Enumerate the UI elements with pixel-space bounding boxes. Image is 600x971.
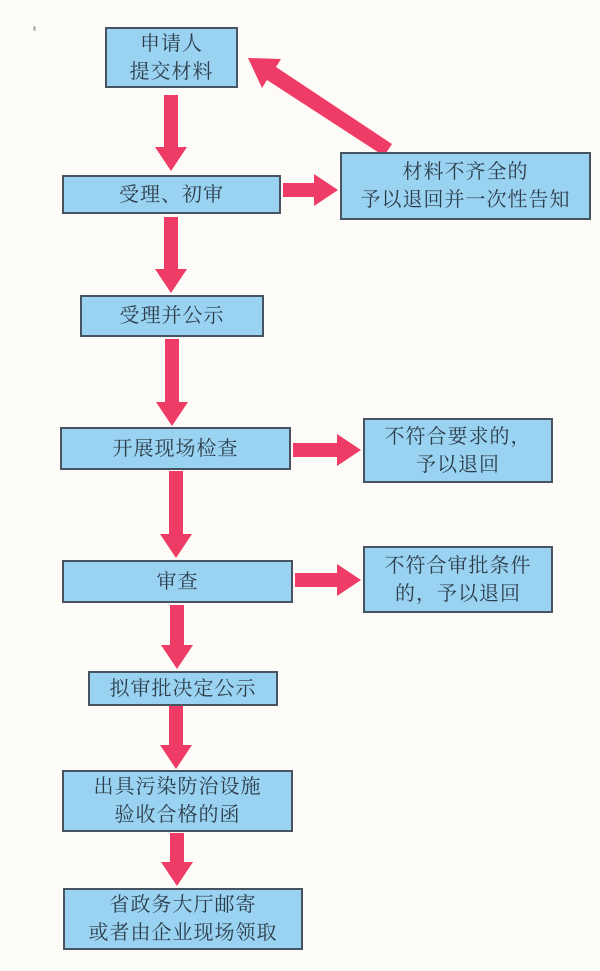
step-label: 出具污染防治设施 — [93, 776, 262, 798]
exception-label: 不符合要求的， — [384, 425, 532, 448]
arrow-publicize-to-inspect-icon — [156, 339, 188, 426]
step-label: 或者由企业现场领取 — [88, 922, 278, 944]
step-label: 受理、初审 — [119, 183, 224, 206]
step-draft-decision-publicity — [88, 671, 278, 706]
exception-not-meeting-approval-conditions — [363, 546, 553, 613]
arrow-inspect-to-return-icon — [293, 434, 361, 466]
step-label: 省政务大厅邮寄 — [109, 894, 257, 916]
exception-not-meeting-requirements — [363, 418, 553, 483]
exception-label: 材料不齐全的 — [402, 161, 529, 183]
step-review — [62, 560, 293, 603]
step-label: 申请人 — [140, 32, 203, 55]
step-accept-and-publicize — [80, 295, 264, 337]
arrow-letter-to-delivery-icon — [161, 833, 193, 886]
exception-label: 予以退回 — [416, 453, 500, 476]
step-onsite-inspection — [60, 427, 291, 470]
exception-label: 不符合审批条件 — [384, 554, 532, 577]
step-label: 验收合格的函 — [114, 804, 241, 826]
arrow-submit-to-accept-icon — [155, 95, 187, 171]
step-accept-preliminary-review — [62, 175, 281, 214]
arrow-accept-to-publicize-icon — [155, 217, 187, 293]
step-label: 开展现场检查 — [112, 437, 239, 460]
step-label: 提交材料 — [129, 60, 214, 83]
arrow-inspect-to-review-icon — [160, 471, 192, 558]
arrow-review-to-return-icon — [295, 564, 361, 596]
exception-label: 予以退回并一次性告知 — [360, 189, 571, 211]
scan-speck — [33, 26, 36, 31]
step-delivery-or-pickup — [63, 888, 303, 950]
step-applicant-submit — [105, 27, 238, 88]
exception-incomplete-materials — [340, 152, 591, 220]
step-label: 拟审批决定公示 — [109, 677, 257, 700]
step-issue-acceptance-letter — [62, 770, 293, 832]
arrow-draft-to-letter-icon — [160, 706, 192, 769]
step-label: 审查 — [156, 570, 199, 593]
arrow-accept-to-incomplete-icon — [283, 174, 338, 206]
exception-label: 的，予以退回 — [395, 582, 521, 605]
arrow-incomplete-to-submit-icon — [248, 58, 392, 156]
arrow-review-to-draft-icon — [161, 605, 193, 669]
step-label: 受理并公示 — [119, 305, 225, 327]
